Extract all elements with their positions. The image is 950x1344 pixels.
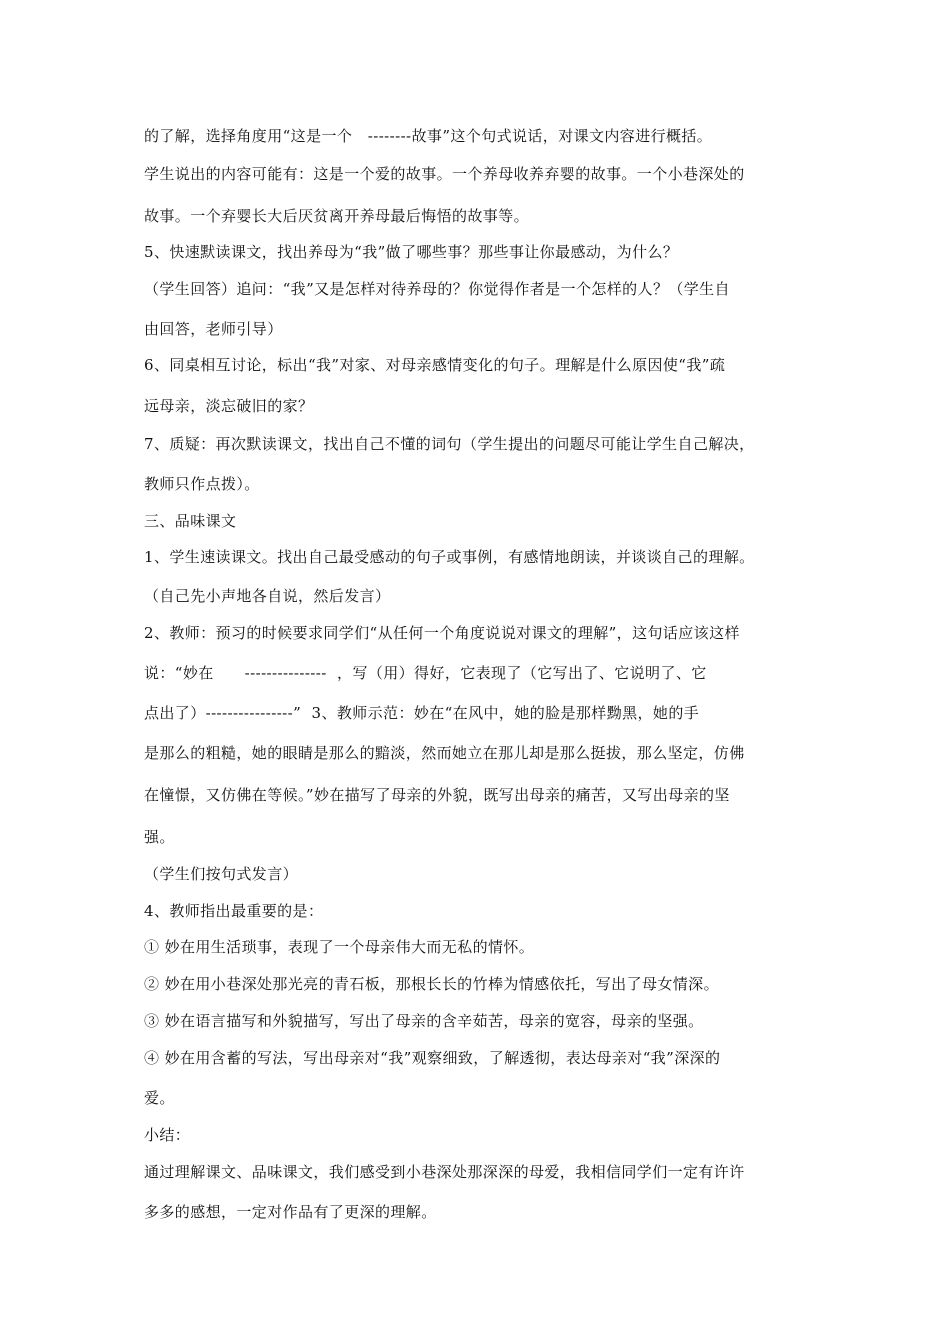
- text-line: 强。: [144, 828, 175, 846]
- text-line: 6、同桌相互讨论，标出“我”对家、对母亲感情变化的句子。理解是什么原因使“我”疏: [144, 356, 726, 374]
- text-line: 远母亲，淡忘破旧的家？: [144, 397, 314, 415]
- section-heading: 三、品味课文: [144, 512, 237, 530]
- list-item: ③ 妙在语言描写和外貌描写，写出了母亲的含辛茹苦，母亲的宽容，母亲的坚强。: [144, 1012, 704, 1030]
- list-item: ④ 妙在用含蓄的写法，写出母亲对“我”观察细致，了解透彻，表达母亲对“我”深深的: [144, 1049, 721, 1067]
- text-line: （学生们按句式发言）: [144, 865, 299, 883]
- text-line: 通过理解课文、品味课文，我们感受到小巷深处那深深的母爱，我相信同学们一定有许许: [144, 1163, 745, 1181]
- text-line: 学生说出的内容可能有：这是一个爱的故事。一个养母收养弃婴的故事。一个小巷深处的: [144, 165, 745, 183]
- text-line: 是那么的粗糙，她的眼睛是那么的黯淡，然而她立在那儿却是那么挺拔，那么坚定，仿佛: [144, 744, 745, 762]
- text-line: 点出了）----------------” 3、教师示范：妙在“在风中，她的脸是那样黝黑，她的手: [144, 704, 700, 722]
- text-line: 的了解，选择角度用“这是一个 --------故事”这个句式说话，对课文内容进行概括。: [144, 127, 713, 145]
- text-line: 5、快速默读课文，找出养母为“我”做了哪些事？那些事让你最感动，为什么？: [144, 243, 679, 261]
- list-item: ① 妙在用生活琐事，表现了一个母亲伟大而无私的情怀。: [144, 938, 535, 956]
- summary-heading: 小结：: [144, 1126, 191, 1144]
- text-line: 1、学生速读课文。找出自己最受感动的句子或事例，有感情地朗读，并谈谈自己的理解。: [144, 548, 755, 566]
- text-line: 爱。: [144, 1089, 175, 1107]
- text-line: 2、教师：预习的时候要求同学们“从任何一个角度说说对课文的理解”，这句话应该这样: [144, 624, 740, 642]
- text-line: 4、教师指出最重要的是：: [144, 902, 324, 920]
- text-line: 7、质疑：再次默读课文，找出自己不懂的词句（学生提出的问题尽可能让学生自己解决，: [144, 435, 755, 453]
- text-line: （学生回答）追问：“我”又是怎样对待养母的？你觉得作者是一个怎样的人？（学生自: [144, 280, 730, 298]
- text-line: （自己先小声地各自说，然后发言）: [144, 587, 391, 605]
- text-line: 说：“妙在 --------------- ，写（用）得好，它表现了（它写出了、它说明了、它: [144, 664, 707, 682]
- text-line: 教师只作点拨）。: [144, 475, 260, 493]
- text-line: 多多的感想，一定对作品有了更深的理解。: [144, 1203, 437, 1221]
- text-line: 由回答，老师引导）: [144, 320, 283, 338]
- text-line: 故事。一个弃婴长大后厌贫离开养母最后悔悟的故事等。: [144, 207, 530, 225]
- text-line: 在憧憬，又仿佛在等候。”妙在描写了母亲的外貌，既写出母亲的痛苦，又写出母亲的坚: [144, 786, 730, 804]
- list-item: ② 妙在用小巷深处那光亮的青石板，那根长长的竹棒为情感依托，写出了母女情深。: [144, 975, 719, 993]
